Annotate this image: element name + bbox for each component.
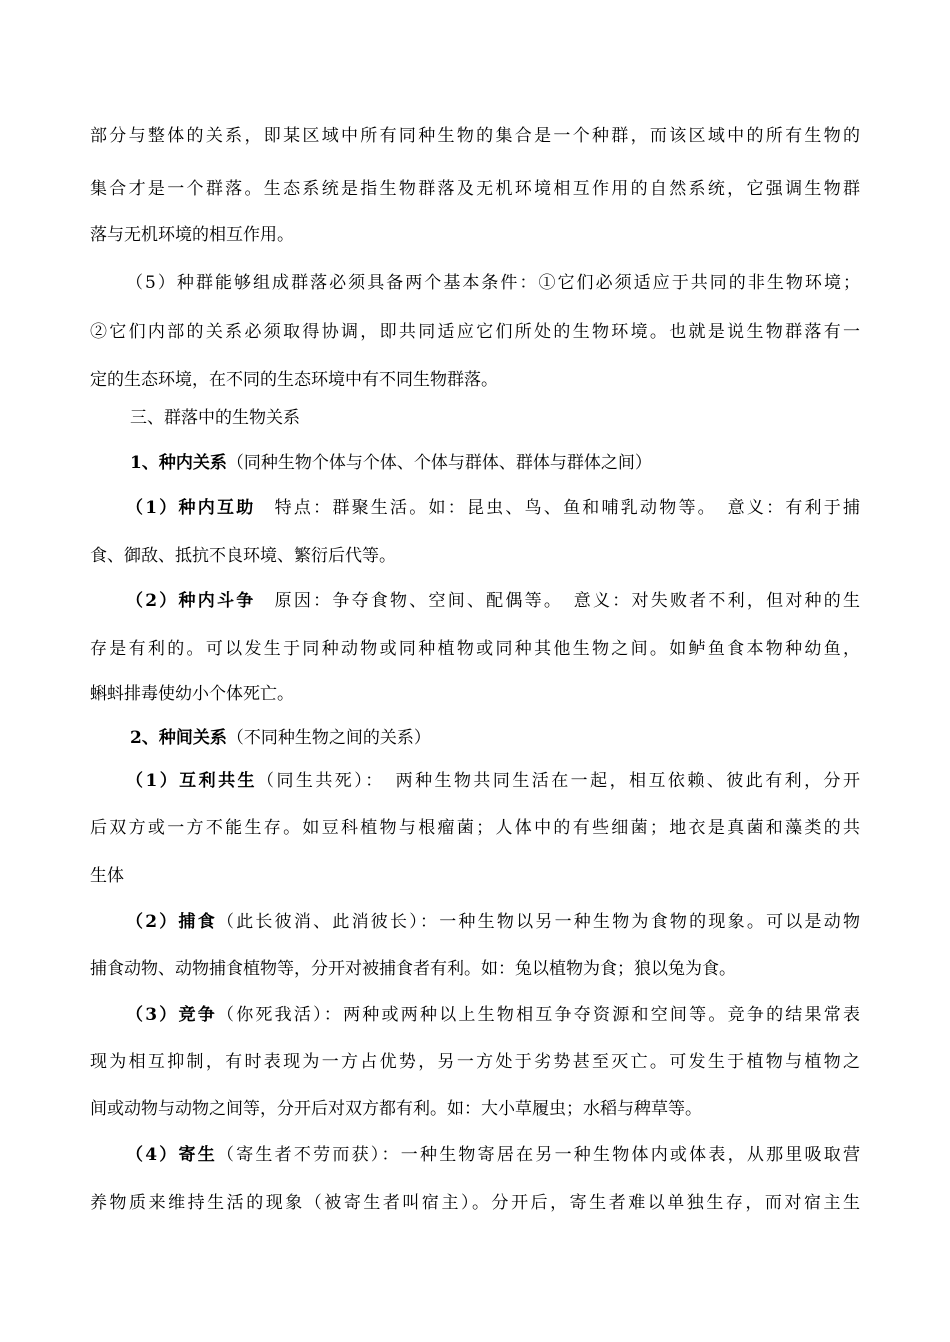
term-text: （同生共死）： 两种生物共同生活在一起，相互依赖、彼此有利，分开 [257,771,860,791]
term-label: （1）种内互助 [126,498,256,518]
paragraph-line: 落与无机环境的相互作用。 [90,225,294,245]
term-text: （你死我活）：两种或两种以上生物相互争夺资源和空间等。竞争的结果常表 [216,1005,860,1025]
paragraph-line: （5）种群能够组成群落必须具备两个基本条件：①它们必须适应于共同的非生物环境； [126,273,860,293]
paragraph-line: 间或动物与动物之间等，分开后对双方都有利。如：大小草履虫；水稻与稗草等。 [90,1099,702,1119]
term-label: （4）寄生 [126,1145,217,1165]
subsection-heading [130,452,860,474]
subsection-heading [130,727,860,749]
paragraph-line [126,497,860,519]
paragraph-line: 集合才是一个群落。生态系统是指生物群落及无机环境相互作用的自然系统，它强调生物群 [90,179,860,199]
term-text: （寄生者不劳而获）：一种生物寄居在另一种生物体内或体表，从那里吸取营 [216,1145,860,1165]
paragraph-line: 现为相互抑制，有时表现为一方占优势，另一方处于劣势甚至灭亡。可发生于植物与植物之 [90,1052,860,1072]
paragraph-line [126,911,860,933]
term-label: （2）种内斗争 [126,591,256,611]
paragraph-line: 后双方或一方不能生存。如豆科植物与根瘤菌；人体中的有些细菌；地衣是真菌和藻类的共 [90,818,860,838]
heading-note: （不同种生物之间的关系） [226,728,431,748]
paragraph-line: 存是有利的。可以发生于同种动物或同种植物或同种其他生物之间。如鲈鱼食本物种幼鱼， [90,639,860,659]
term-text: （此长彼消、此消彼长）：一种生物以另一种生物为食物的现象。可以是动物 [216,912,860,932]
heading-label: 1、种内关系 [130,453,227,473]
paragraph-line: 部分与整体的关系，即某区域中所有同种生物的集合是一个种群，而该区域中的所有生物的 [90,126,860,146]
heading-note: （同种生物个体与个体、个体与群体、群体与群体之间） [226,453,652,473]
term-label: （2）捕食 [126,912,217,932]
paragraph-line [126,590,860,612]
section-heading: 三、群落中的生物关系 [130,408,300,428]
paragraph-line [126,1004,860,1026]
term-label: （3）竞争 [126,1005,217,1025]
paragraph-line: 捕食动物、动物捕食植物等，分开对被捕食者有利。如：兔以植物为食；狼以兔为食。 [90,959,736,979]
paragraph-line: 生体 [90,866,124,886]
paragraph-line: 蝌蚪排毒使幼小个体死亡。 [90,684,294,704]
term-text: 原因：争夺食物、空间、配偶等。 意义：对失败者不利，但对种的生 [255,591,860,611]
term-label: （1）互利共生 [126,771,257,791]
heading-label: 2、种间关系 [130,728,227,748]
paragraph-line: 养物质来维持生活的现象（被寄生者叫宿主）。分开后，寄生者难以单独生存，而对宿主生 [90,1193,860,1213]
paragraph-line [126,770,860,792]
paragraph-line [126,1144,860,1166]
paragraph-line: ②它们内部的关系必须取得协调，即共同适应它们所处的生物环境。也就是说生物群落有一 [90,322,860,342]
paragraph-line: 定的生态环境，在不同的生态环境中有不同生物群落。 [90,370,498,390]
term-text: 特点：群聚生活。如：昆虫、鸟、鱼和哺乳动物等。 意义：有利于捕 [255,498,860,518]
paragraph-line: 食、御敌、抵抗不良环境、繁衍后代等。 [90,546,396,566]
